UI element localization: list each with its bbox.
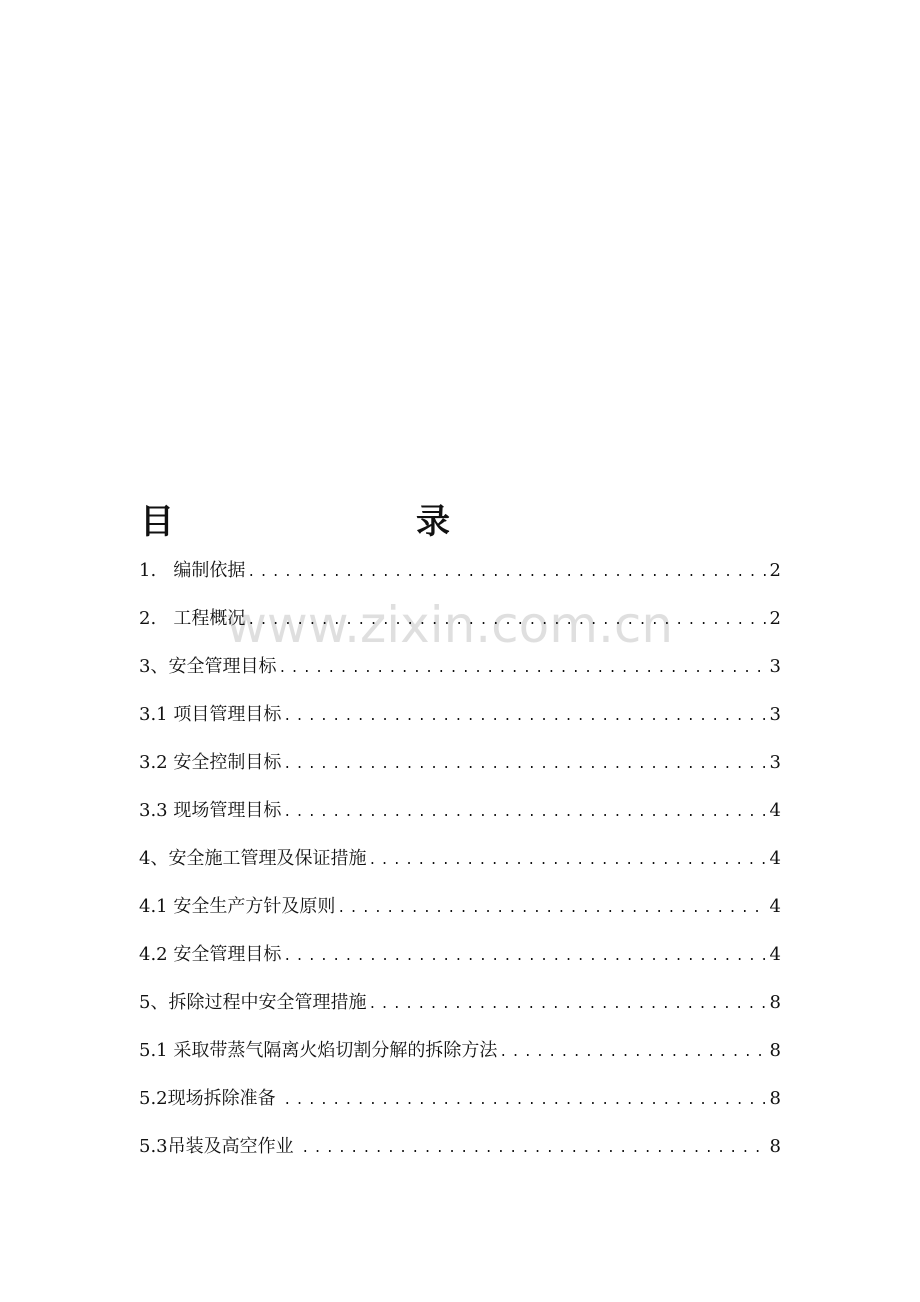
toc-entry-label: 3.1 项目管理目标	[139, 704, 282, 725]
toc-entry-page-number: 3	[769, 704, 781, 725]
toc-entry-page-number: 2	[769, 608, 781, 629]
toc-entry[interactable]	[139, 983, 781, 1031]
toc-entry-label: 5.1 采取带蒸气隔离火焰切割分解的拆除方法	[139, 1040, 498, 1061]
toc-entry-label: 4.1 安全生产方针及原则	[139, 896, 336, 917]
toc-entry-label: 4、安全施工管理及保证措施	[139, 848, 367, 869]
toc-entry-leader	[281, 1081, 767, 1121]
toc-entry-label: 5.3吊装及高空作业	[139, 1136, 300, 1157]
toc-entry-leader	[245, 553, 767, 593]
toc-entry-page-number: 2	[769, 560, 781, 581]
toc-entry-page-number: 4	[769, 944, 781, 965]
toc-entry[interactable]	[139, 695, 781, 743]
toc-entry-leader	[299, 1129, 767, 1169]
toc-entry-leader	[281, 937, 767, 977]
watermark: www.zixin.com.cn	[226, 596, 674, 654]
toc-entry[interactable]	[139, 1127, 781, 1175]
toc-entry[interactable]	[139, 935, 781, 983]
toc-list	[139, 551, 781, 1175]
toc-entry[interactable]	[139, 1079, 781, 1127]
toc-entry[interactable]	[139, 599, 781, 647]
toc-entry-page-number: 4	[769, 800, 781, 821]
toc-title: 目 录	[140, 502, 508, 542]
toc-entry-leader	[497, 1033, 767, 1073]
toc-entry-label: 5、拆除过程中安全管理措施	[139, 992, 367, 1013]
toc-entry-page-number: 4	[769, 896, 781, 917]
toc-entry-page-number: 4	[769, 848, 781, 869]
toc-entry[interactable]	[139, 743, 781, 791]
toc-entry-label: 2. 工程概况	[139, 608, 246, 629]
toc-entry-label: 3.2 安全控制目标	[139, 752, 282, 773]
toc-entry[interactable]	[139, 839, 781, 887]
toc-entry-label: 3、安全管理目标	[139, 656, 277, 677]
toc-entry[interactable]	[139, 791, 781, 839]
toc-entry-leader	[281, 745, 767, 785]
toc-entry[interactable]	[139, 647, 781, 695]
toc-entry-leader	[281, 697, 767, 737]
toc-entry-page-number: 8	[769, 992, 781, 1013]
toc-entry-leader	[276, 649, 767, 689]
toc-entry-leader	[245, 601, 767, 641]
toc-entry-page-number: 3	[769, 752, 781, 773]
toc-entry-page-number: 8	[769, 1088, 781, 1109]
toc-entry-page-number: 8	[769, 1136, 781, 1157]
toc-entry[interactable]	[139, 887, 781, 935]
toc-entry-leader	[335, 889, 767, 929]
toc-entry[interactable]	[139, 1031, 781, 1079]
toc-entry-label: 5.2现场拆除准备	[139, 1088, 282, 1109]
toc-entry-label: 4.2 安全管理目标	[139, 944, 282, 965]
toc-entry-label: 1. 编制依据	[139, 560, 246, 581]
toc-entry-leader	[281, 793, 767, 833]
toc-entry-leader	[366, 985, 767, 1025]
toc-entry-leader	[366, 841, 767, 881]
toc-entry[interactable]	[139, 551, 781, 599]
toc-entry-page-number: 8	[769, 1040, 781, 1061]
toc-entry-page-number: 3	[769, 656, 781, 677]
toc-entry-label: 3.3 现场管理目标	[139, 800, 282, 821]
